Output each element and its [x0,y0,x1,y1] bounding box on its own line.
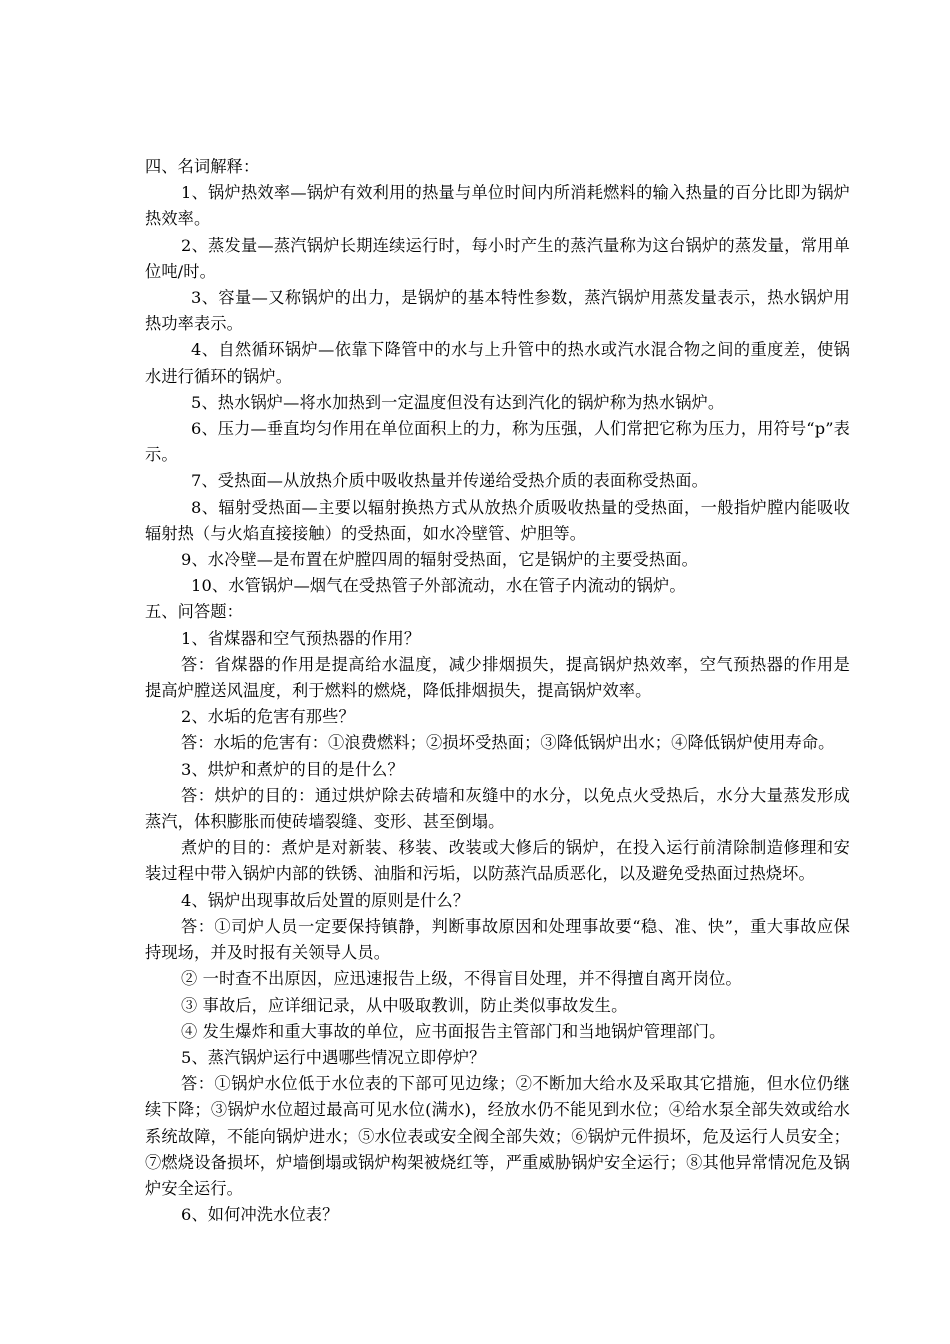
answer-4-item-2: ② 一时查不出原因，应迅速报告上级，不得盲目处理，并不得擅自离开岗位。 [181,969,742,989]
term-6: 6、压力—垂直均匀作用在单位面积上的力，称为压强，人们常把它称为压力，用符号“p”表示。 [145,419,850,465]
question-4: 4、锅炉出现事故后处置的原则是什么？ [181,890,470,910]
term-4: 4、自然循环锅炉—依靠下降管中的水与上升管中的热水或汽水混合物之间的重度差，使锅水进行循环的锅炉。 [145,340,850,386]
term-5: 5、热水锅炉—将水加热到一定温度但没有达到汽化的锅炉称为热水锅炉。 [191,392,725,412]
term-2: 2、蒸发量—蒸汽锅炉长期连续运行时，每小时产生的蒸汽量称为这台锅炉的蒸发量，常用单位吨/时。 [145,235,850,281]
answer-4-item-1: 答：①司炉人员一定要保持镇静，判断事故原因和处理事故要“稳、准、快”，重大事故应保持现场，并及时报有关领导人员。 [145,916,850,963]
question-3: 3、烘炉和煮炉的目的是什么？ [181,759,404,779]
section-4-title: 四、名词解释： [145,157,260,176]
term-3: 3、容量—又称锅炉的出力，是锅炉的基本特性参数，蒸汽锅炉用蒸发量表示，热水锅炉用热功率表示。 [145,288,850,334]
answer-2: 答：水垢的危害有：①浪费燃料；②损坏受热面；③降低锅炉出水；④降低锅炉使用寿命。 [181,733,835,753]
question-2: 2、水垢的危害有那些？ [181,707,355,727]
answer-4-item-3: ③ 事故后，应详细记录，从中吸取教训，防止类似事故发生。 [181,995,628,1015]
answer-4-item-4: ④ 发生爆炸和重大事故的单位，应书面报告主管部门和当地锅炉管理部门。 [181,1021,726,1041]
term-10: 10、水管锅炉—烟气在受热管子外部流动，水在管子内流动的锅炉。 [191,576,686,596]
document-body [145,154,850,1228]
term-1: 1、锅炉热效率—锅炉有效利用的热量与单位时间内所消耗燃料的输入热量的百分比即为锅炉热效率。 [145,183,850,229]
question-1: 1、省煤器和空气预热器的作用？ [181,628,421,648]
term-8: 8、辐射受热面—主要以辐射换热方式从放热介质吸收热量的受热面，一般指炉膛内能吸收辐射热（与火焰直接接触）的受热面，如水冷壁管、炉胆等。 [145,497,850,543]
answer-3-baking: 答：烘炉的目的：通过烘炉除去砖墙和灰缝中的水分，以免点火受热后，水分大量蒸发形成蒸汽，体积膨胀而使砖墙裂缝、变形、甚至倒塌。 [145,785,850,832]
question-5: 5、蒸汽锅炉运行中遇哪些情况立即停炉？ [181,1047,486,1067]
answer-3-boiling: 煮炉的目的：煮炉是对新装、移装、改装或大修后的锅炉，在投入运行前清除制造修理和安装过程中带入锅炉内部的铁锈、油脂和污垢，以防蒸汽品质恶化，以及避免受热面过热烧坏。 [145,838,850,884]
term-9: 9、水冷壁—是布置在炉膛四周的辐射受热面，它是锅炉的主要受热面。 [181,550,698,570]
section-5-title: 五、问答题： [145,602,244,622]
answer-1: 答：省煤器的作用是提高给水温度，减少排烟损失，提高锅炉热效率，空气预热器的作用是提高炉膛送风温度，利于燃料的燃烧，降低排烟损失，提高锅炉效率。 [145,654,850,701]
answer-5: 答：①锅炉水位低于水位表的下部可见边缘；②不断加大给水及采取其它措施，但水位仍继续下降；③锅炉水位超过最高可见水位(满水)，经放水仍不能见到水位；④给水泵全部失效或给水系统故障，不能向锅炉进水；⑤水位表或安全阀全部失效；⑥锅炉元件损坏，危及运行人员安全；⑦燃烧设备损坏，炉墙倒塌或锅炉构架被烧红等，严重威胁锅炉安全运行；⑧其他异常情况危及锅炉安全运行。 [145,1074,850,1198]
question-6: 6、如何冲洗水位表？ [181,1205,339,1225]
term-7: 7、受热面—从放热介质中吸收热量并传递给受热介质的表面称受热面。 [191,471,708,491]
